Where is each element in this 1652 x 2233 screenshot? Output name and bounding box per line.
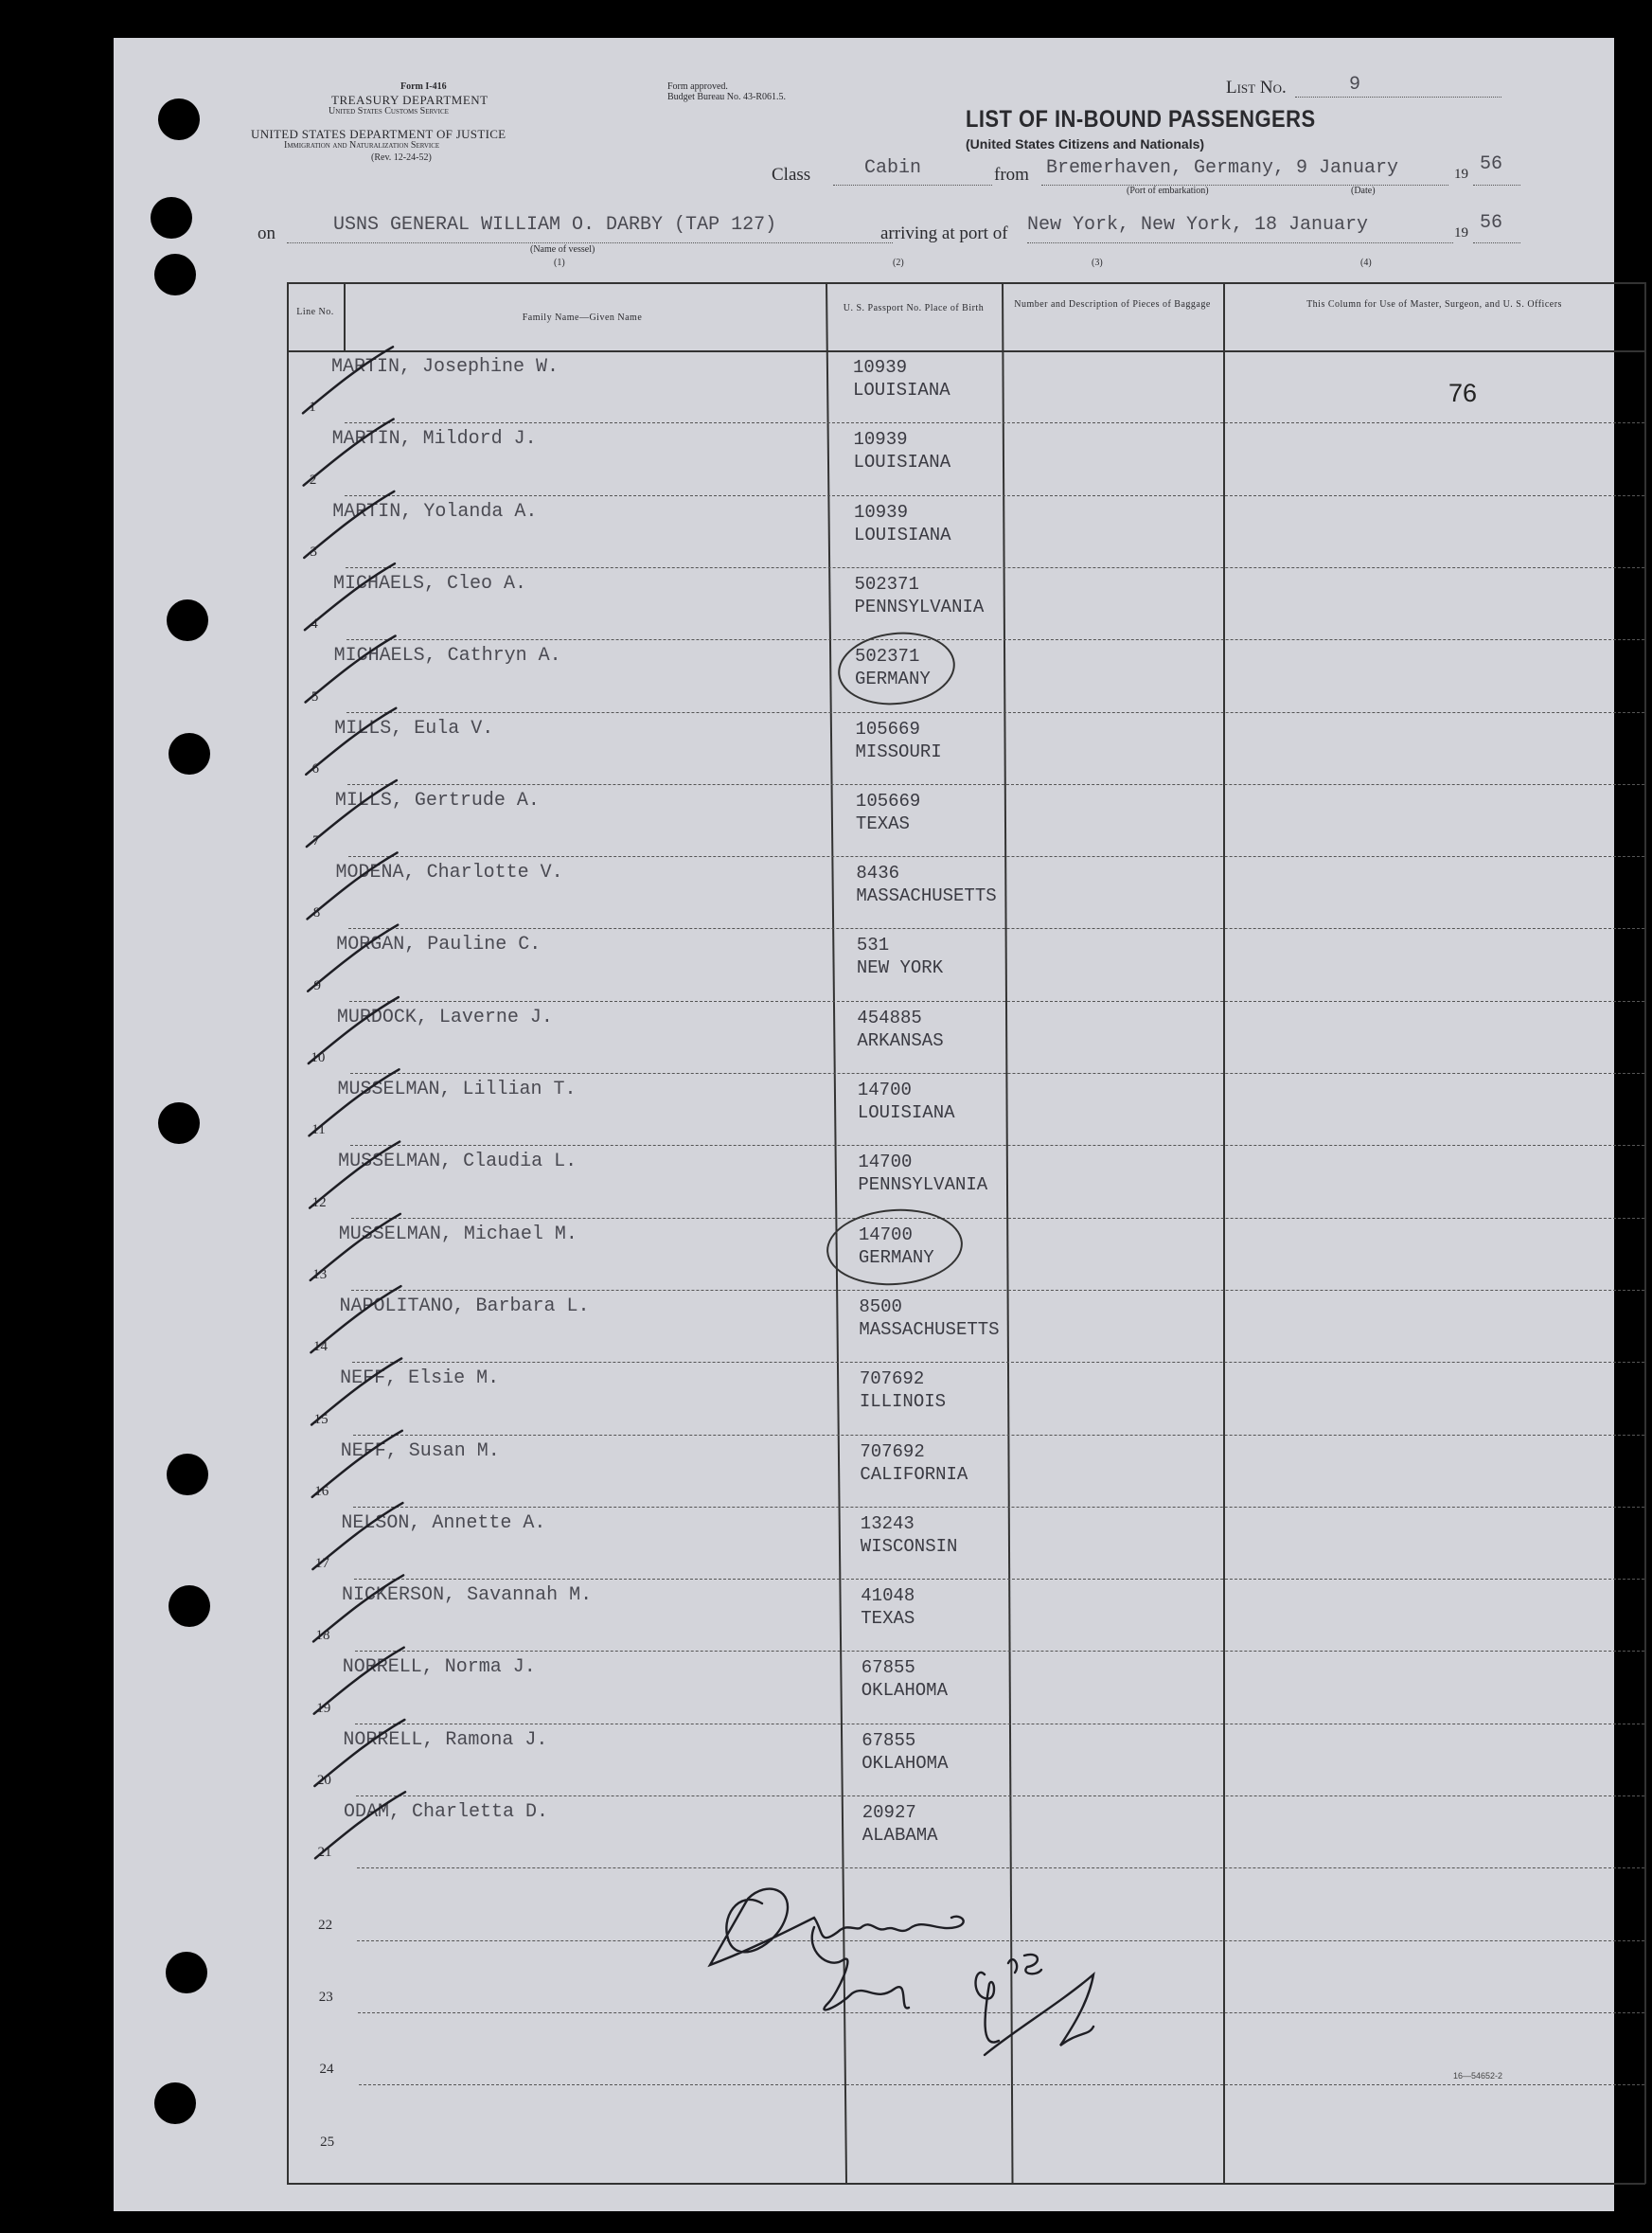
line-number: 13 [312, 1266, 328, 1282]
line-number: 24 [319, 2062, 334, 2078]
form-title: LIST OF IN-BOUND PASSENGERS [966, 106, 1316, 133]
check-mark [304, 420, 394, 486]
place-of-birth: PENNSYLVANIA [854, 596, 985, 617]
officer-note: 76 [1448, 379, 1478, 407]
form-sheet [114, 38, 1614, 2211]
passport-number: 20927 [862, 1802, 916, 1823]
passenger-name: NORRELL, Norma J. [342, 1656, 536, 1679]
passport-number: 10939 [853, 429, 908, 451]
header-line-no: Line No. [296, 307, 334, 317]
budget-bureau: Budget Bureau No. 43-R061.5. [667, 92, 786, 102]
place-of-birth: NEW YORK [856, 957, 944, 979]
list-no-label: List No. [1226, 78, 1287, 98]
place-of-birth: CALIFORNIA [860, 1463, 968, 1485]
line-number: 23 [318, 1989, 333, 2005]
check-mark [304, 491, 394, 558]
check-mark [309, 997, 399, 1063]
passport-number: 8436 [856, 863, 900, 884]
passenger-name: NORRELL, Ramona J. [343, 1728, 548, 1751]
revision-date: (Rev. 12-24-52) [371, 152, 432, 163]
passenger-name: NEFF, Elsie M. [340, 1367, 500, 1390]
binder-hole [154, 254, 196, 295]
ins-service: Immigration and Naturalization Service [284, 140, 440, 151]
form-number: Form I-416 [400, 81, 447, 92]
check-mark [306, 636, 396, 703]
binder-hole [167, 1454, 208, 1495]
check-mark [314, 1720, 404, 1786]
line-number: 10 [311, 1050, 326, 1065]
passenger-name: NICKERSON, Savannah M. [342, 1584, 593, 1607]
class-value: Cabin [864, 157, 922, 179]
line-number: 2 [309, 472, 317, 488]
line-number: 19 [316, 1700, 331, 1716]
from-value: Bremerhaven, Germany, 9 January [1046, 157, 1399, 179]
passenger-name: MICHAELS, Cathryn A. [333, 645, 561, 668]
arrival-value: New York, New York, 18 January [1027, 214, 1369, 236]
check-mark [311, 1286, 400, 1352]
passport-number: 14700 [858, 1152, 913, 1173]
line-number: 9 [313, 977, 321, 993]
list-no-value: 9 [1349, 74, 1361, 96]
passport-number: 531 [856, 935, 890, 956]
line-number: 5 [311, 688, 319, 705]
place-of-birth: MASSACHUSETTS [859, 1318, 1000, 1340]
col-4-caption: (4) [1360, 258, 1372, 268]
place-of-birth: GERMANY [854, 669, 931, 690]
binder-hole [169, 1585, 210, 1627]
place-of-birth: LOUISIANA [857, 1102, 955, 1123]
check-mark [311, 1214, 400, 1280]
date-caption: (Date) [1351, 186, 1376, 196]
year-value-1: 56 [1480, 153, 1503, 175]
check-mark [307, 780, 397, 847]
place-of-birth: LOUISIANA [853, 524, 951, 545]
line-number: 4 [311, 616, 318, 633]
passenger-name: NEFF, Susan M. [340, 1439, 500, 1462]
passport-number: 707692 [860, 1440, 925, 1462]
passenger-name: MORGAN, Pauline C. [336, 934, 542, 956]
passport-number: 105669 [855, 718, 920, 740]
check-mark [305, 563, 395, 630]
check-mark [312, 1431, 402, 1497]
passenger-name: MODENA, Charlotte V. [335, 862, 563, 884]
passport-number: 10939 [853, 357, 908, 378]
col-3-caption: (3) [1092, 258, 1103, 268]
passenger-name: ODAM, Charletta D. [344, 1801, 549, 1823]
passenger-name: NELSON, Annette A. [341, 1511, 546, 1534]
passenger-name: MARTIN, Josephine W. [331, 356, 560, 378]
form-approved: Form approved. [667, 81, 728, 92]
line-number: 7 [312, 833, 320, 849]
justice-dept: UNITED STATES DEPARTMENT OF JUSTICE [251, 127, 506, 141]
vessel-caption: (Name of vessel) [530, 244, 595, 255]
check-mark [310, 1069, 400, 1135]
passenger-name: MUSSELMAN, Michael M. [338, 1223, 577, 1245]
binder-hole [151, 197, 192, 239]
passport-number: 41048 [861, 1585, 915, 1607]
binder-hole [158, 98, 200, 140]
line-number: 1 [309, 400, 316, 416]
binder-hole [158, 1102, 200, 1144]
check-mark [314, 1648, 404, 1714]
passenger-name: MARTIN, Mildord J. [331, 428, 537, 451]
line-number: 21 [317, 1845, 332, 1861]
passport-number: 502371 [854, 646, 920, 668]
place-of-birth: OKLAHOMA [861, 1680, 948, 1702]
binder-hole [154, 2082, 196, 2124]
line-number: 17 [314, 1556, 329, 1572]
header-officers: This Column for Use of Master, Surgeon, and U. S. Officers [1306, 299, 1562, 310]
place-of-birth: OKLAHOMA [862, 1752, 949, 1774]
line-number: 11 [311, 1122, 326, 1138]
passport-number: 105669 [855, 790, 921, 812]
place-of-birth: WISCONSIN [860, 1535, 958, 1557]
table-right-border [1644, 282, 1646, 2184]
check-mark [311, 1359, 401, 1425]
from-label: from [994, 165, 1029, 185]
line-number: 25 [320, 2134, 335, 2150]
passenger-name: MILLS, Eula V. [334, 717, 494, 740]
line-number: 16 [314, 1483, 329, 1499]
line-number: 22 [318, 1917, 333, 1933]
col-2-caption: (2) [893, 258, 904, 268]
passport-number: 67855 [861, 1657, 915, 1679]
place-of-birth: ALABAMA [862, 1825, 938, 1846]
place-of-birth: ARKANSAS [857, 1029, 944, 1051]
line-number: 14 [312, 1339, 328, 1355]
form-subtitle: (United States Citizens and Nationals) [966, 136, 1205, 152]
header-baggage: Number and Description of Pieces of Baggage [1014, 299, 1211, 310]
passenger-name: MILLS, Gertrude A. [334, 789, 540, 812]
passport-number: 454885 [857, 1007, 922, 1028]
line-number: 3 [310, 544, 318, 560]
line-number: 8 [312, 905, 321, 921]
binder-hole [169, 733, 210, 775]
place-of-birth: ILLINOIS [859, 1391, 947, 1413]
passenger-name: MICHAELS, Cleo A. [332, 572, 526, 595]
check-mark [306, 708, 396, 775]
passenger-name: MARTIN, Yolanda A. [332, 500, 538, 523]
passenger-name: NAPOLITANO, Barbara L. [339, 1295, 590, 1317]
passenger-name: MUSSELMAN, Claudia L. [338, 1151, 577, 1173]
class-label: Class [772, 165, 811, 185]
passenger-name: MURDOCK, Laverne J. [336, 1006, 553, 1028]
place-of-birth: MISSOURI [855, 741, 942, 762]
check-mark [303, 347, 393, 413]
year-prefix-2: 19 [1454, 225, 1468, 241]
customs-service: United States Customs Service [329, 106, 449, 116]
port-embark-caption: (Port of embarkation) [1127, 186, 1209, 196]
check-mark [308, 852, 398, 919]
check-mark [308, 925, 398, 991]
place-of-birth: TEXAS [855, 813, 910, 834]
place-of-birth: GERMANY [858, 1246, 934, 1268]
place-of-birth: LOUISIANA [853, 380, 950, 401]
line-number: 20 [316, 1773, 331, 1788]
passenger-name: MUSSELMAN, Lillian T. [337, 1079, 577, 1100]
passport-number: 8500 [859, 1295, 902, 1317]
footer-code: 16—54652-2 [1453, 2071, 1503, 2081]
check-mark [312, 1503, 402, 1569]
year-value-2: 56 [1480, 212, 1503, 234]
passport-number: 67855 [862, 1729, 916, 1751]
on-label: on [258, 223, 275, 243]
check-mark [315, 1792, 405, 1858]
header-name: Family Name—Given Name [522, 313, 643, 323]
col-1-caption: (1) [554, 258, 565, 268]
check-mark [310, 1142, 400, 1208]
passport-number: 502371 [854, 573, 919, 595]
line-number: 12 [311, 1194, 327, 1210]
binder-hole [167, 599, 208, 641]
place-of-birth: MASSACHUSETTS [856, 885, 997, 907]
treasury-dept: TREASURY DEPARTMENT [331, 93, 488, 107]
arriving-label: arriving at port of [880, 223, 1008, 243]
check-mark [313, 1575, 403, 1641]
passport-number: 14700 [857, 1080, 912, 1100]
passport-number: 10939 [853, 501, 908, 523]
vessel-name: USNS GENERAL WILLIAM O. DARBY (TAP 127) [333, 214, 777, 236]
place-of-birth: LOUISIANA [853, 452, 951, 473]
passport-number: 13243 [860, 1512, 915, 1534]
passport-number: 14700 [858, 1224, 913, 1245]
line-number: 15 [313, 1411, 329, 1427]
header-passport: U. S. Passport No. Place of Birth [843, 303, 985, 313]
handwritten-signature [672, 1861, 1240, 2107]
binder-hole [166, 1952, 207, 1993]
place-of-birth: TEXAS [861, 1608, 915, 1630]
passport-number: 707692 [859, 1368, 925, 1390]
line-number: 6 [311, 760, 319, 777]
year-prefix-1: 19 [1454, 167, 1468, 182]
place-of-birth: PENNSYLVANIA [858, 1174, 988, 1196]
line-number: 18 [315, 1628, 330, 1644]
